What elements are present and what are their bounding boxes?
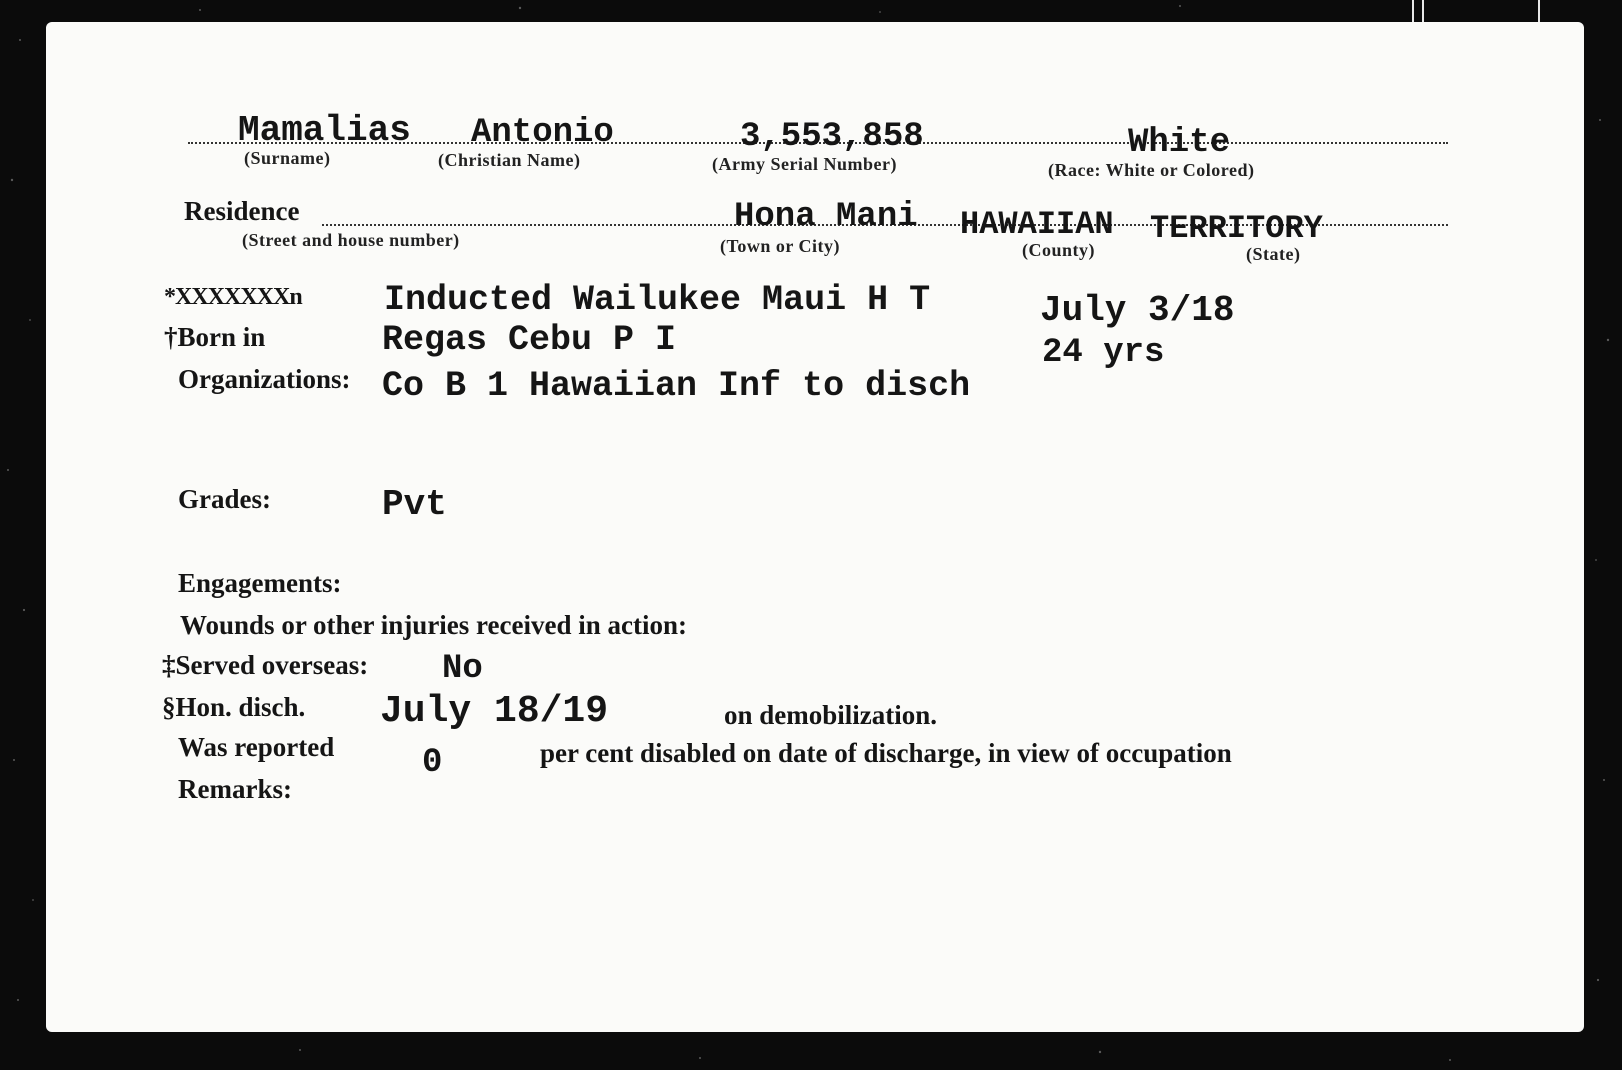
army-serial-number-caption: (Army Serial Number) — [712, 154, 897, 174]
christian-name-caption: (Christian Name) — [438, 150, 581, 170]
army-serial-number-value: 3,553,858 — [740, 118, 924, 156]
state-caption: (State) — [1246, 244, 1301, 264]
race-caption: (Race: White or Colored) — [1048, 160, 1255, 180]
hon-disch-suffix: on demobilization. — [724, 700, 938, 730]
struck-out-label: *XXXXXXX — [164, 284, 290, 310]
hon-disch-date-value: July 18/19 — [380, 690, 609, 733]
engagements-label: Engagements: — [178, 568, 342, 598]
surname-value: Mamalias — [238, 110, 411, 151]
inducted-date-value: July 3/18 — [1040, 290, 1235, 331]
county-value: HAWAIIAN — [960, 206, 1114, 243]
was-reported-label: Was reported — [178, 732, 335, 762]
county-caption: (County) — [1022, 240, 1096, 260]
town-value: Hona Mani — [734, 198, 918, 236]
served-overseas-value: No — [442, 650, 483, 688]
organizations-value: Co B 1 Hawaiian Inf to disch — [382, 366, 971, 406]
wounds-label: Wounds or other injuries received in action: — [180, 610, 688, 640]
inducted-label-suffix: n — [289, 284, 302, 310]
served-overseas-label: ‡Served overseas: — [162, 650, 369, 680]
disability-percent-value: 0 — [422, 744, 443, 782]
hon-disch-label: §Hon. disch. — [162, 692, 306, 722]
christian-name-value: Antonio — [471, 114, 614, 152]
residence-label: Residence — [184, 196, 300, 226]
service-record-card — [46, 22, 1584, 1032]
organizations-label: Organizations: — [178, 364, 351, 394]
remarks-label: Remarks: — [178, 774, 292, 804]
age-value: 24 yrs — [1042, 334, 1165, 372]
race-value: White — [1128, 124, 1231, 162]
surname-caption: (Surname) — [244, 148, 331, 168]
grades-value: Pvt — [382, 484, 447, 525]
state-value: TERRITORY — [1150, 210, 1323, 247]
disability-suffix: per cent disabled on date of discharge, in view of occupation — [540, 738, 1232, 768]
born-value: Regas Cebu P I — [382, 320, 677, 360]
grades-label: Grades: — [178, 484, 271, 514]
street-caption: (Street and house number) — [242, 230, 460, 250]
inducted-value: Inducted Wailukee Maui H T — [384, 280, 931, 320]
born-label: †Born in — [164, 322, 266, 352]
town-caption: (Town or City) — [720, 236, 841, 256]
inducted-label — [164, 284, 302, 311]
